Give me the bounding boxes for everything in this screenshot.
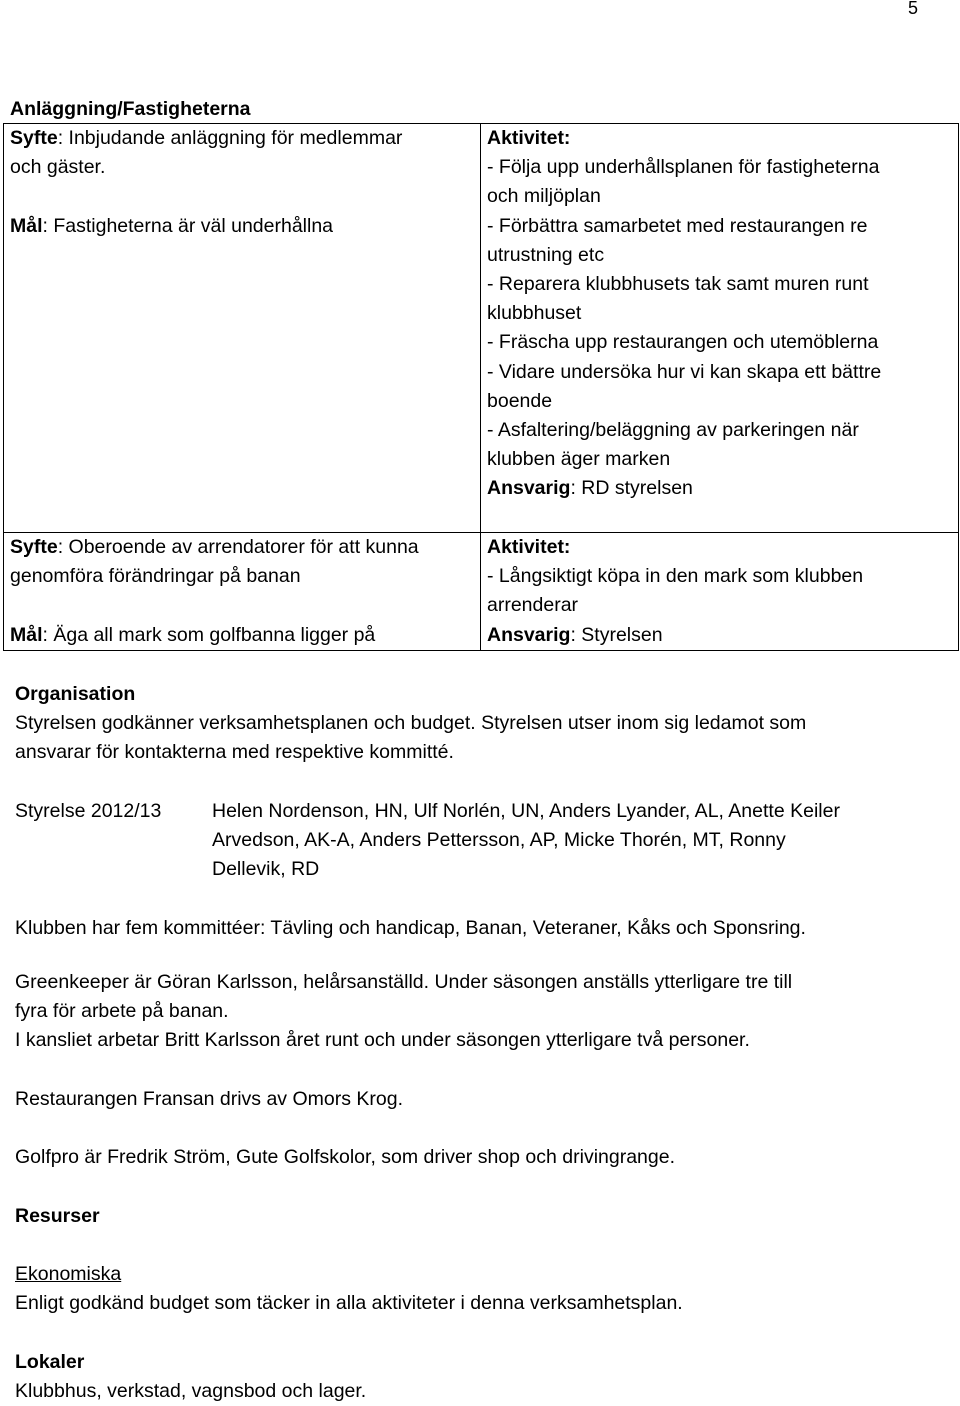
goal-cell xyxy=(4,533,481,651)
activity-line: - Reparera klubbhusets tak samt muren runt xyxy=(487,273,869,296)
activity-line: - Förbättra samarbetet med restaurangen re xyxy=(487,214,868,237)
activity-line: arrenderar xyxy=(487,594,579,617)
syfte-line: Syfte: Inbjudande anläggning för medlemmar xyxy=(10,127,403,149)
activity-line: utrustning etc xyxy=(487,243,605,266)
office-text: I kansliet arbetar Britt Karlsson året runt och under säsongen ytterligare två personer. xyxy=(15,1029,750,1052)
activity-line: klubbhuset xyxy=(487,302,582,325)
mal-line: Mål: Äga all mark som golfbanna ligger på xyxy=(10,623,376,646)
aktivitet-label: Aktivitet: xyxy=(487,127,571,149)
resurser-heading: Resurser xyxy=(15,1204,100,1227)
syfte-line-cont: genomföra förändringar på banan xyxy=(10,565,301,588)
ekonomiska-heading: Ekonomiska xyxy=(15,1262,122,1285)
board-line: Arvedson, AK-A, Anders Pettersson, AP, Micke Thorén, MT, Ronny xyxy=(212,829,786,852)
ansvarig-line: Ansvarig: Styrelsen xyxy=(487,623,663,646)
board-line: Dellevik, RD xyxy=(212,858,320,881)
board-members xyxy=(212,797,932,885)
aktivitet-label: Aktivitet: xyxy=(487,536,571,558)
organisation-section xyxy=(15,680,945,768)
syfte-line-cont: och gäster. xyxy=(10,156,106,179)
lokaler-text: Klubbhus, verkstad, vagnsbod och lager. xyxy=(15,1379,367,1402)
committees-text: Klubben har fem kommittéer: Tävling och handicap, Banan, Veteraner, Kåks och Sponsring. xyxy=(15,917,806,939)
restaurant-text: Restaurangen Fransan drivs av Omors Krog. xyxy=(15,1087,404,1110)
activity-line: - Långsiktigt köpa in den mark som klubben xyxy=(487,565,864,588)
greenkeeper-line: Greenkeeper är Göran Karlsson, helårsanställd. Under säsongen anställs ytterligare tre till xyxy=(15,971,793,993)
activity-line: klubben äger marken xyxy=(487,448,671,471)
activity-cell xyxy=(481,533,959,651)
activity-cell xyxy=(481,124,959,533)
section-title: Anläggning/Fastigheterna xyxy=(10,98,251,120)
goals-row-facilities xyxy=(4,124,959,533)
golfpro-text: Golfpro är Fredrik Ström, Gute Golfskolor, som driver shop och drivingrange. xyxy=(15,1146,676,1169)
activity-line: boende xyxy=(487,389,553,412)
greenkeeper-line: fyra för arbete på banan. xyxy=(15,1000,229,1023)
staff-section xyxy=(15,914,945,1406)
paragraph-line: Styrelsen godkänner verksamhetsplanen och budget. Styrelsen utser inom sig ledamot som xyxy=(15,712,807,735)
organisation-heading: Organisation xyxy=(15,683,136,705)
ansvarig-line: Ansvarig: RD styrelsen xyxy=(487,477,693,500)
ekonomiska-text: Enligt godkänd budget som täcker in alla aktiviteter i denna verksamhetsplan. xyxy=(15,1292,683,1315)
activity-line: och miljöplan xyxy=(487,185,601,208)
board-label: Styrelse 2012/13 xyxy=(15,800,162,822)
mal-line: Mål: Fastigheterna är väl underhållna xyxy=(10,214,334,237)
activity-line: - Asfaltering/beläggning av parkeringen när xyxy=(487,419,859,442)
board-line: Helen Nordenson, HN, Ulf Norlén, UN, Anders Lyander, AL, Anette Keiler xyxy=(212,800,840,822)
goals-table xyxy=(3,123,959,651)
paragraph-line: ansvarar för kontakterna med respektive kommitté. xyxy=(15,741,454,764)
activity-line: - Följa upp underhållsplanen för fastigheterna xyxy=(487,156,880,179)
activity-line: - Vidare undersöka hur vi kan skapa ett bättre xyxy=(487,360,882,383)
goals-row-land xyxy=(4,533,959,651)
page-number: 5 xyxy=(907,0,918,18)
lokaler-heading: Lokaler xyxy=(15,1350,85,1373)
activity-line: - Fräscha upp restaurangen och utemöblerna xyxy=(487,331,879,354)
goal-cell xyxy=(4,124,481,533)
syfte-line: Syfte: Oberoende av arrendatorer för att kunna xyxy=(10,536,419,558)
